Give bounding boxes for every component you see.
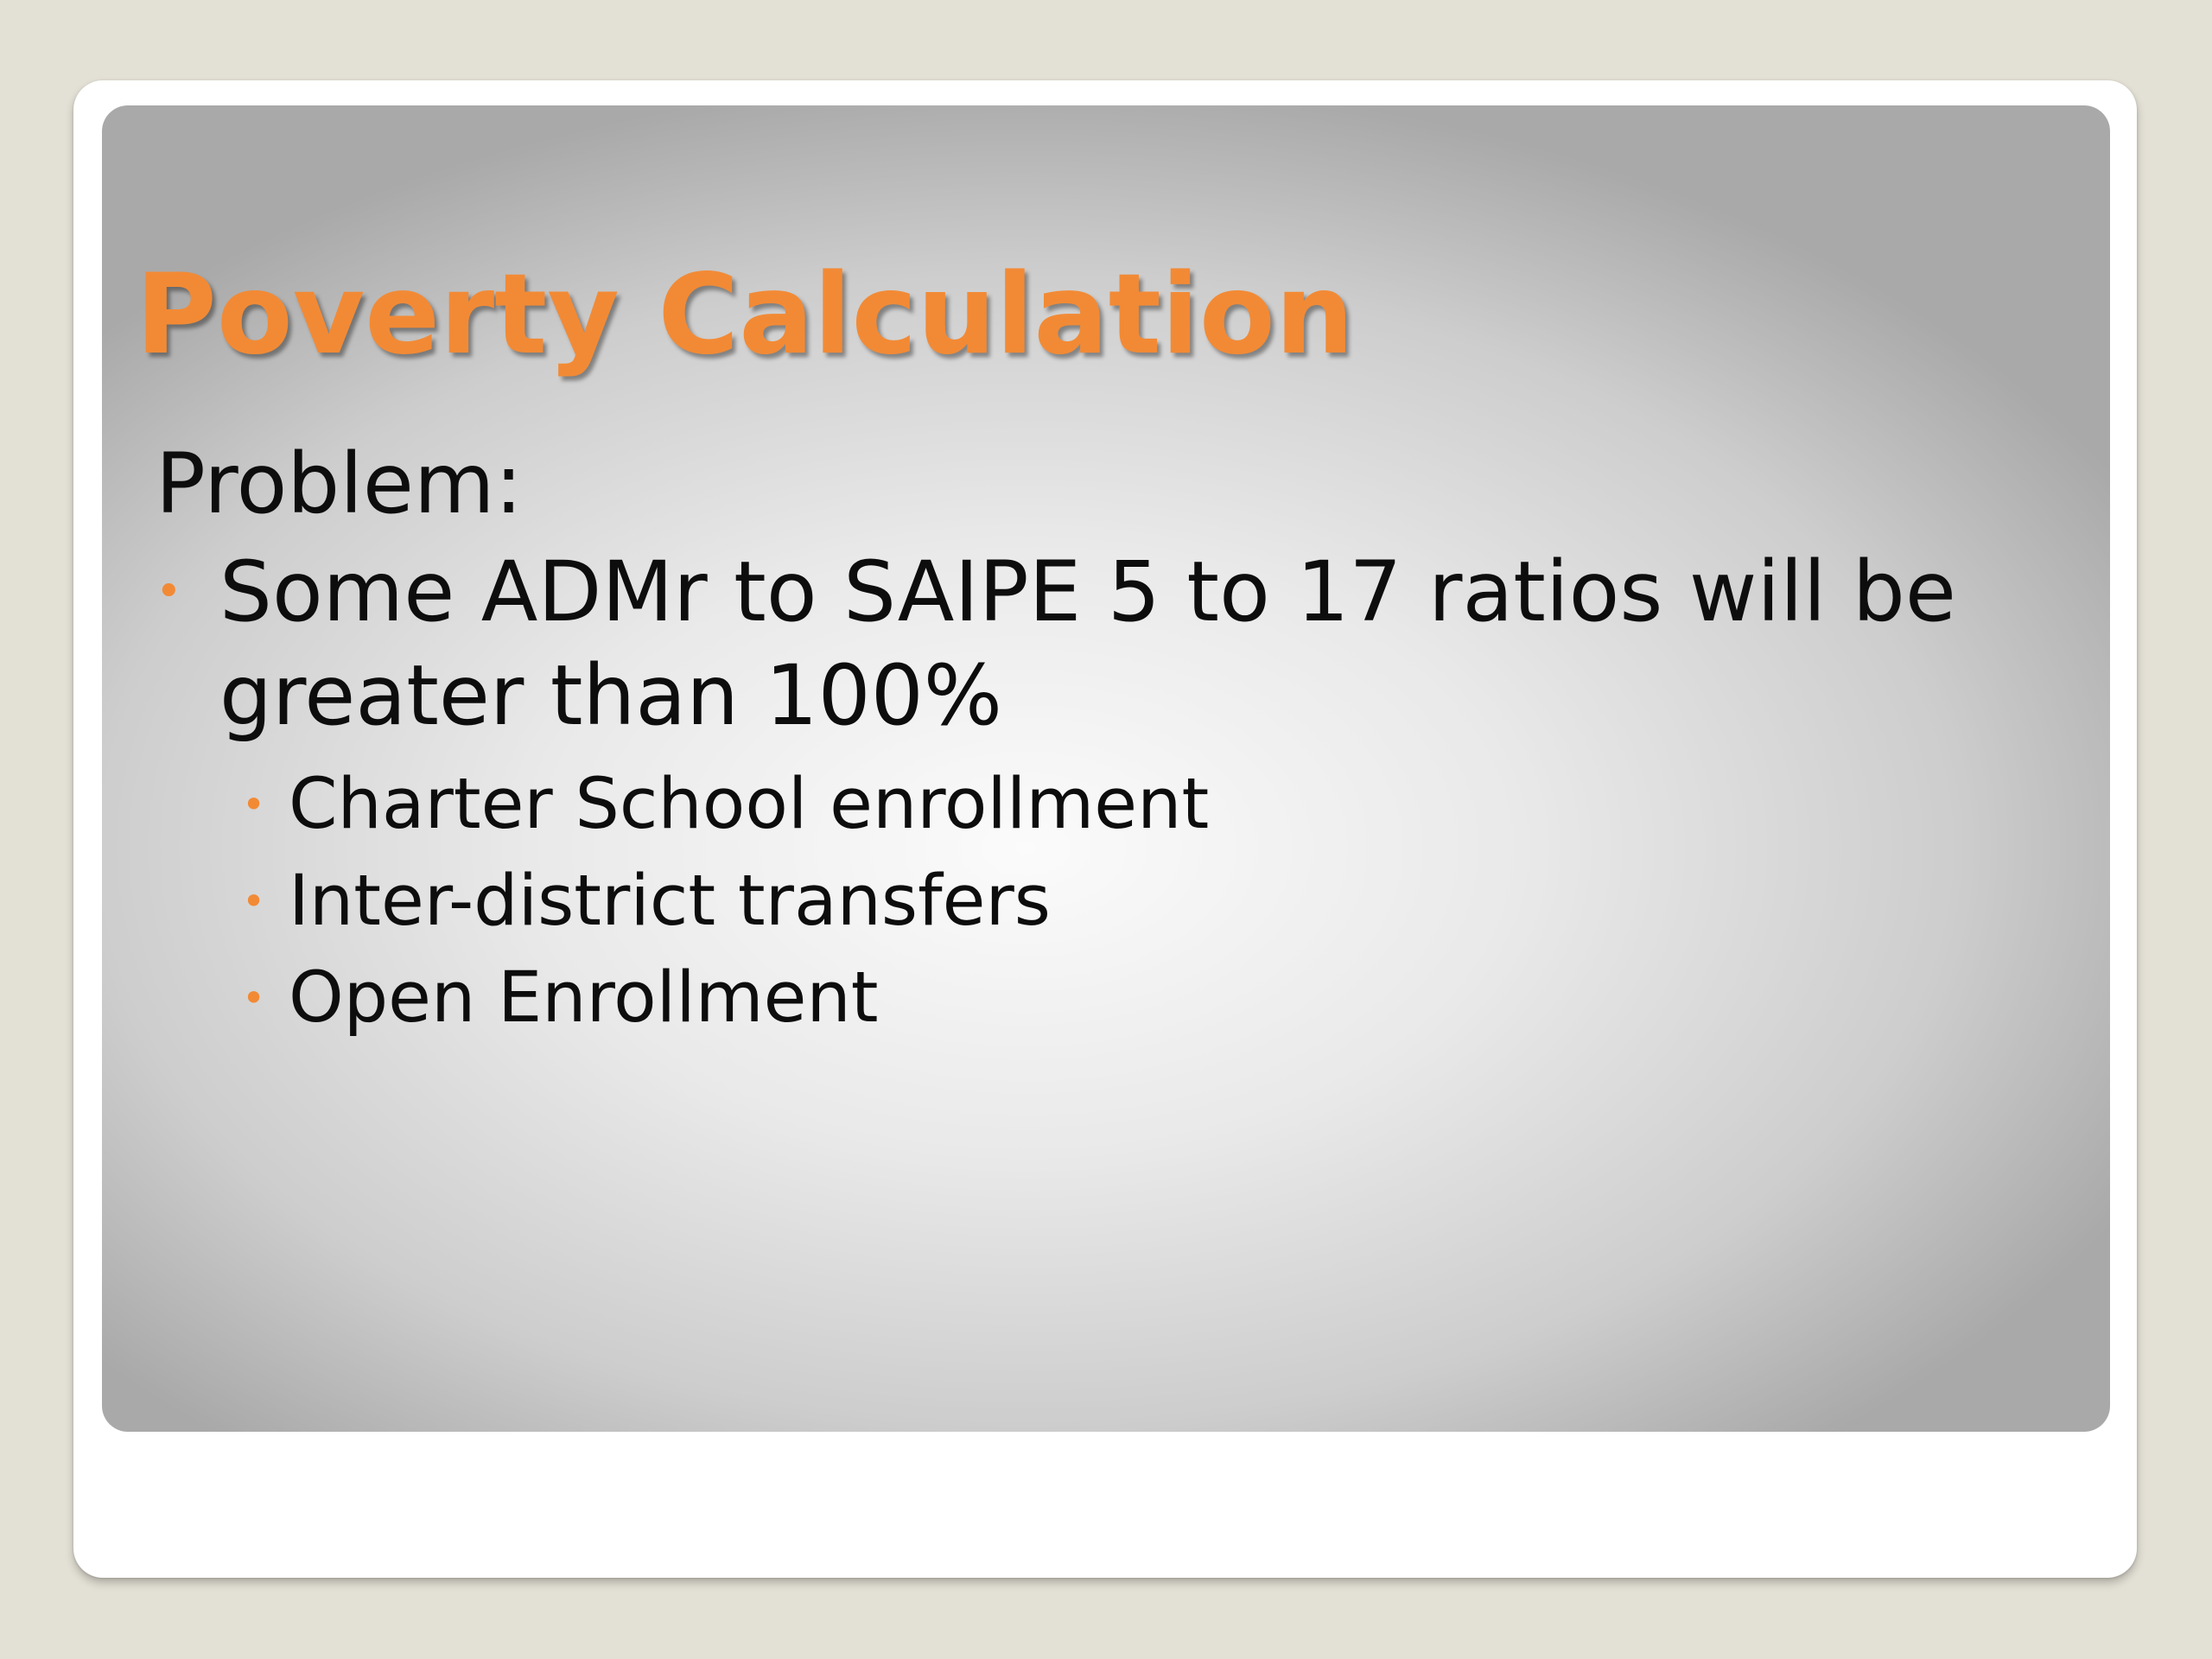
sub-bullet-list	[156, 756, 2056, 1046]
slide-title: Poverty Calculation	[136, 251, 1354, 379]
sub-bullet-item	[242, 756, 2056, 853]
bullet-dot-icon: •	[156, 566, 182, 618]
bullet-dot-icon: •	[242, 781, 266, 828]
bullet-text: Some ADMr to SAIPE 5 to 17 ratios will be greater than 100%	[219, 543, 1956, 744]
bullet-item	[156, 540, 2056, 747]
sub-bullet-text: Charter School enrollment	[289, 764, 1210, 845]
problem-label: Problem:	[156, 435, 523, 532]
bullet-dot-icon: •	[242, 975, 266, 1021]
sub-bullet-item	[242, 853, 2056, 950]
sub-bullet-text: Open Enrollment	[289, 957, 879, 1039]
bullet-dot-icon: •	[242, 878, 266, 925]
sub-bullet-text: Inter-district transfers	[289, 861, 1051, 942]
slide-body	[156, 428, 2056, 1046]
sub-bullet-item	[242, 950, 2056, 1046]
